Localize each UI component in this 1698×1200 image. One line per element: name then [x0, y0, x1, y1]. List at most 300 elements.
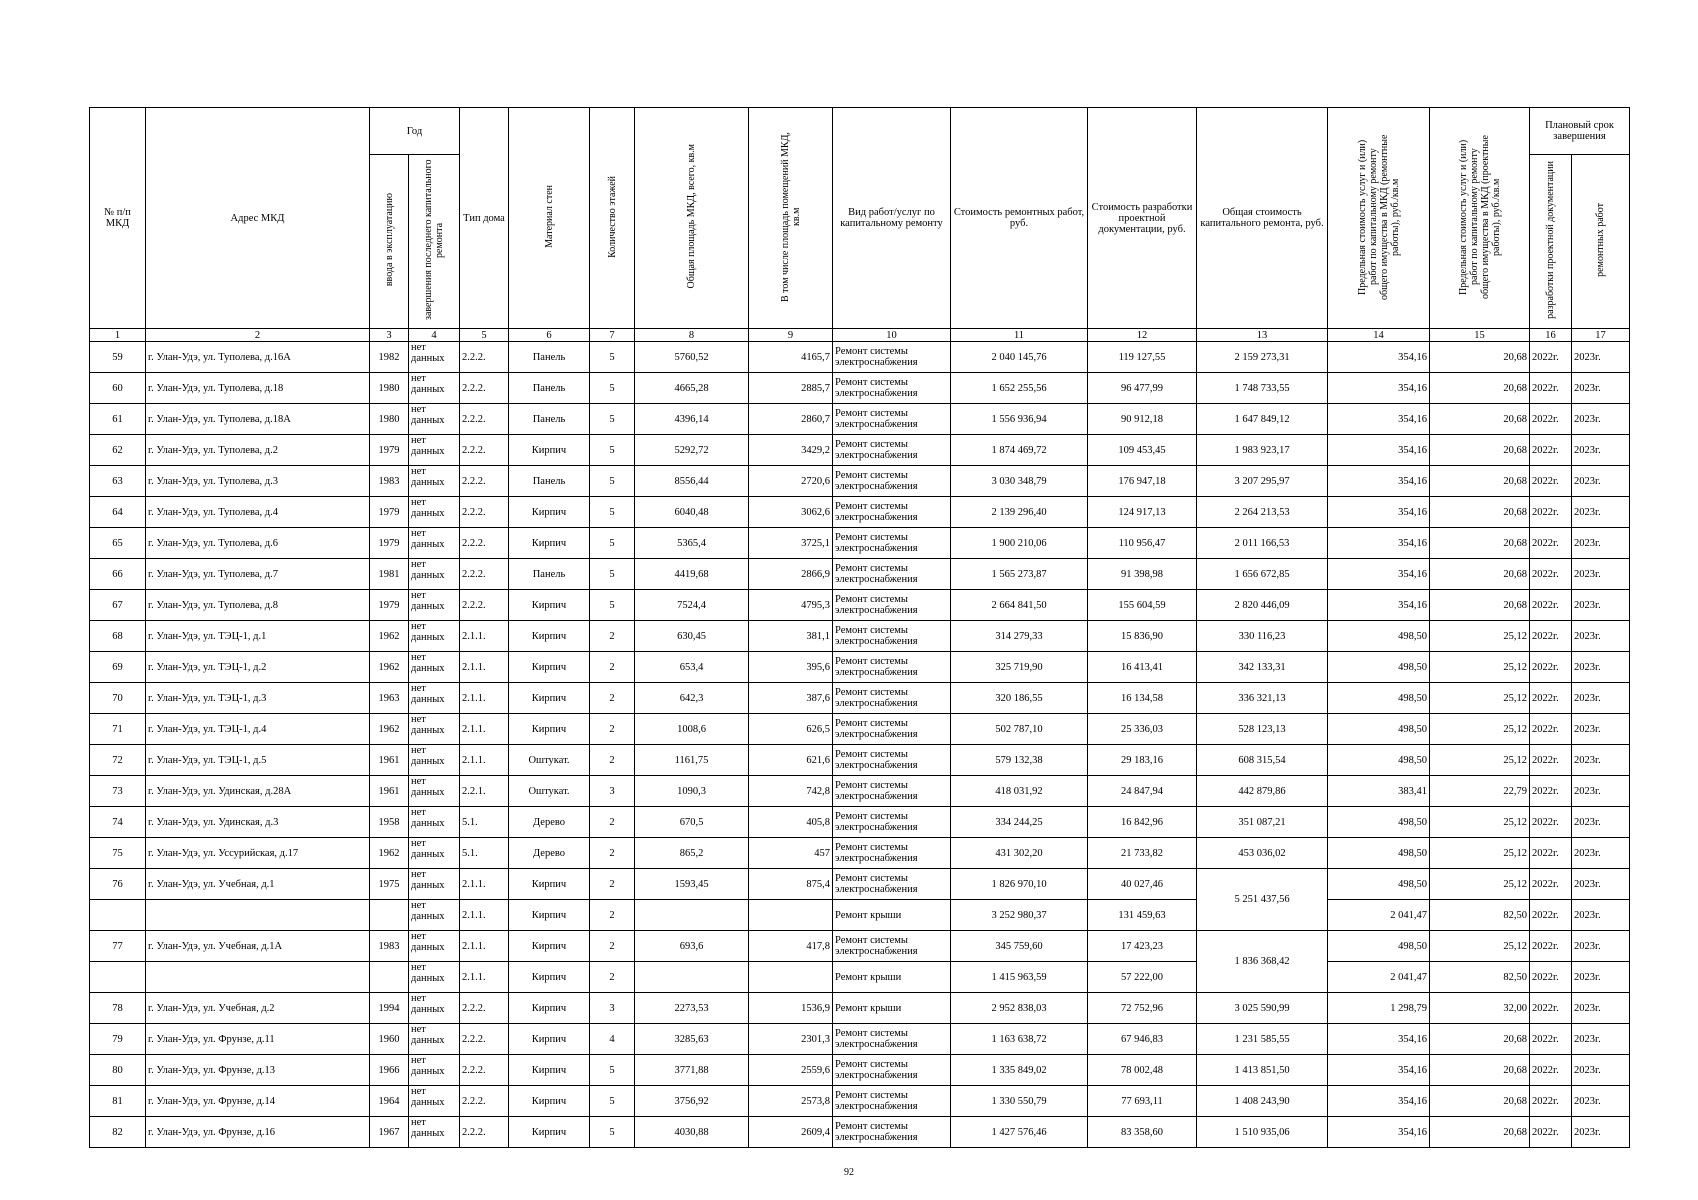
cell-limit-design: 20,68	[1430, 559, 1530, 590]
cell-year-built: 1975	[370, 869, 409, 900]
cell-wall-material: Дерево	[509, 838, 590, 869]
cell-work-type: Ремонт системы электроснабжения	[833, 528, 951, 559]
cell-address: г. Улан-Удэ, ул. ТЭЦ-1, д.2	[146, 652, 370, 683]
cell-address: г. Улан-Удэ, ул. Туполева, д.18А	[146, 404, 370, 435]
cell-term-repair: 2023г.	[1572, 931, 1630, 962]
cell-premises-area	[749, 962, 833, 993]
cell-number: 65	[90, 528, 146, 559]
cell-repair-cost: 1 415 963,59	[951, 962, 1088, 993]
cell-total-cost: 1 656 672,85	[1197, 559, 1328, 590]
cell-premises-area: 621,6	[749, 745, 833, 776]
cell-term-repair: 2023г.	[1572, 1055, 1630, 1086]
cell-work-type: Ремонт системы электроснабжения	[833, 497, 951, 528]
cell-last-repair: нет данных	[409, 342, 460, 373]
cell-floors: 2	[590, 807, 635, 838]
cell-total-cost: 2 011 166,53	[1197, 528, 1328, 559]
cell-term-repair: 2023г.	[1572, 404, 1630, 435]
cell-floors: 5	[590, 1055, 635, 1086]
cell-year-built: 1964	[370, 1086, 409, 1117]
cell-number	[90, 962, 146, 993]
cell-total-area: 2273,53	[635, 993, 749, 1024]
cell-house-type: 2.2.1.	[460, 776, 509, 807]
cell-address: г. Улан-Удэ, ул. ТЭЦ-1, д.5	[146, 745, 370, 776]
cell-term-repair: 2023г.	[1572, 466, 1630, 497]
cell-wall-material: Кирпич	[509, 621, 590, 652]
column-number: 6	[509, 329, 590, 342]
cell-last-repair: нет данных	[409, 807, 460, 838]
cell-term-design: 2022г.	[1530, 373, 1572, 404]
cell-wall-material: Кирпич	[509, 435, 590, 466]
cell-last-repair: нет данных	[409, 559, 460, 590]
column-number: 15	[1430, 329, 1530, 342]
cell-wall-material: Панель	[509, 466, 590, 497]
cell-address: г. Улан-Удэ, ул. Учебная, д.1	[146, 869, 370, 900]
cell-year-built: 1967	[370, 1117, 409, 1148]
cell-term-design: 2022г.	[1530, 652, 1572, 683]
cell-house-type: 2.2.2.	[460, 590, 509, 621]
cell-total-area: 1008,6	[635, 714, 749, 745]
cell-term-design: 2022г.	[1530, 528, 1572, 559]
cell-number: 71	[90, 714, 146, 745]
cell-premises-area: 3062,6	[749, 497, 833, 528]
cell-total-area: 3756,92	[635, 1086, 749, 1117]
header-c16-cell	[1530, 155, 1572, 329]
cell-year-built: 1961	[370, 745, 409, 776]
cell-floors: 5	[590, 497, 635, 528]
cell-term-repair: 2023г.	[1572, 900, 1630, 931]
cell-limit-repair: 1 298,79	[1328, 993, 1430, 1024]
cell-term-repair: 2023г.	[1572, 1024, 1630, 1055]
cell-address: г. Улан-Удэ, ул. Фрунзе, д.13	[146, 1055, 370, 1086]
cell-term-design: 2022г.	[1530, 776, 1572, 807]
cell-last-repair: нет данных	[409, 435, 460, 466]
cell-term-design: 2022г.	[1530, 466, 1572, 497]
cell-repair-cost: 314 279,33	[951, 621, 1088, 652]
table-row	[90, 435, 1630, 466]
cell-house-type: 2.2.2.	[460, 497, 509, 528]
cell-repair-cost: 1 163 638,72	[951, 1024, 1088, 1055]
column-number: 2	[146, 329, 370, 342]
cell-house-type: 2.2.2.	[460, 993, 509, 1024]
cell-house-type: 2.2.2.	[460, 404, 509, 435]
cell-design-cost: 21 733,82	[1088, 838, 1197, 869]
cell-floors: 5	[590, 342, 635, 373]
table-row	[90, 931, 1630, 962]
header-c4-cell	[409, 155, 460, 329]
cell-year-built: 1983	[370, 466, 409, 497]
cell-last-repair: нет данных	[409, 931, 460, 962]
cell-work-type: Ремонт крыши	[833, 962, 951, 993]
cell-limit-design: 20,68	[1430, 1117, 1530, 1148]
cell-term-repair: 2023г.	[1572, 652, 1630, 683]
cell-last-repair: нет данных	[409, 776, 460, 807]
cell-term-design: 2022г.	[1530, 745, 1572, 776]
cell-total-area: 4396,14	[635, 404, 749, 435]
cell-floors: 5	[590, 590, 635, 621]
header-c4: завершения последнего капитального ремонта	[423, 159, 445, 321]
cell-number: 74	[90, 807, 146, 838]
cell-work-type: Ремонт крыши	[833, 900, 951, 931]
cell-limit-design: 20,68	[1430, 528, 1530, 559]
cell-premises-area: 387,6	[749, 683, 833, 714]
table-row	[90, 404, 1630, 435]
cell-repair-cost: 1 900 210,06	[951, 528, 1088, 559]
header-c17-cell	[1572, 155, 1630, 329]
cell-total-cost: 1 408 243,90	[1197, 1086, 1328, 1117]
cell-last-repair: нет данных	[409, 1086, 460, 1117]
header-year-group: Год	[370, 108, 460, 155]
header-c7-cell	[590, 108, 635, 329]
cell-term-repair: 2023г.	[1572, 745, 1630, 776]
cell-wall-material: Кирпич	[509, 683, 590, 714]
cell-work-type: Ремонт системы электроснабжения	[833, 683, 951, 714]
cell-limit-repair: 498,50	[1328, 869, 1430, 900]
cell-term-design: 2022г.	[1530, 559, 1572, 590]
cell-number: 66	[90, 559, 146, 590]
cell-wall-material: Кирпич	[509, 1117, 590, 1148]
column-number: 16	[1530, 329, 1572, 342]
cell-repair-cost: 3 030 348,79	[951, 466, 1088, 497]
cell-total-cost: 608 315,54	[1197, 745, 1328, 776]
cell-number: 61	[90, 404, 146, 435]
cell-work-type: Ремонт системы электроснабжения	[833, 466, 951, 497]
cell-number: 64	[90, 497, 146, 528]
cell-house-type: 2.1.1.	[460, 931, 509, 962]
cell-year-built: 1980	[370, 404, 409, 435]
cell-address: г. Улан-Удэ, ул. Фрунзе, д.14	[146, 1086, 370, 1117]
cell-address: г. Улан-Удэ, ул. Туполева, д.3	[146, 466, 370, 497]
cell-term-design: 2022г.	[1530, 342, 1572, 373]
cell-house-type: 2.2.2.	[460, 1055, 509, 1086]
cell-total-area: 7524,4	[635, 590, 749, 621]
cell-limit-design: 22,79	[1430, 776, 1530, 807]
cell-term-repair: 2023г.	[1572, 807, 1630, 838]
cell-limit-design: 25,12	[1430, 621, 1530, 652]
cell-house-type: 2.2.2.	[460, 1024, 509, 1055]
cell-limit-design: 20,68	[1430, 1086, 1530, 1117]
cell-year-built: 1980	[370, 373, 409, 404]
cell-limit-design: 20,68	[1430, 466, 1530, 497]
cell-limit-design: 82,50	[1430, 900, 1530, 931]
cell-work-type: Ремонт системы электроснабжения	[833, 590, 951, 621]
cell-limit-design: 20,68	[1430, 342, 1530, 373]
cell-work-type: Ремонт системы электроснабжения	[833, 1024, 951, 1055]
cell-term-design: 2022г.	[1530, 869, 1572, 900]
cell-premises-area: 457	[749, 838, 833, 869]
cell-premises-area: 2609,4	[749, 1117, 833, 1148]
cell-design-cost: 24 847,94	[1088, 776, 1197, 807]
cell-total-cost: 5 251 437,56	[1197, 869, 1328, 931]
cell-number: 63	[90, 466, 146, 497]
table-row	[90, 714, 1630, 745]
cell-premises-area: 2559,6	[749, 1055, 833, 1086]
cell-last-repair: нет данных	[409, 838, 460, 869]
cell-repair-cost: 2 952 838,03	[951, 993, 1088, 1024]
cell-address: г. Улан-Удэ, ул. ТЭЦ-1, д.3	[146, 683, 370, 714]
cell-total-cost: 528 123,13	[1197, 714, 1328, 745]
cell-address: г. Улан-Удэ, ул. Фрунзе, д.16	[146, 1117, 370, 1148]
cell-term-design: 2022г.	[1530, 993, 1572, 1024]
cell-total-area: 630,45	[635, 621, 749, 652]
cell-number: 59	[90, 342, 146, 373]
header-c2: Адрес МКД	[146, 108, 370, 329]
cell-total-area: 670,5	[635, 807, 749, 838]
header-c3: ввода в эксплуатацию	[383, 193, 395, 287]
cell-limit-design: 25,12	[1430, 869, 1530, 900]
cell-repair-cost: 325 719,90	[951, 652, 1088, 683]
cell-address: г. Улан-Удэ, ул. ТЭЦ-1, д.4	[146, 714, 370, 745]
cell-address: г. Улан-Удэ, ул. Фрунзе, д.11	[146, 1024, 370, 1055]
cell-repair-cost: 1 427 576,46	[951, 1117, 1088, 1148]
cell-wall-material: Панель	[509, 404, 590, 435]
cell-work-type: Ремонт системы электроснабжения	[833, 807, 951, 838]
cell-term-repair: 2023г.	[1572, 1086, 1630, 1117]
cell-wall-material: Кирпич	[509, 714, 590, 745]
header-c8: Общая площадь МКД, всего, кв.м	[686, 144, 697, 289]
cell-wall-material: Кирпич	[509, 993, 590, 1024]
cell-design-cost: 91 398,98	[1088, 559, 1197, 590]
cell-limit-design: 32,00	[1430, 993, 1530, 1024]
cell-total-area: 642,3	[635, 683, 749, 714]
cell-term-design: 2022г.	[1530, 1086, 1572, 1117]
cell-limit-repair: 2 041,47	[1328, 962, 1430, 993]
cell-total-cost: 2 264 213,53	[1197, 497, 1328, 528]
cell-address: г. Улан-Удэ, ул. Туполева, д.4	[146, 497, 370, 528]
cell-limit-design: 25,12	[1430, 838, 1530, 869]
cell-work-type: Ремонт системы электроснабжения	[833, 714, 951, 745]
cell-design-cost: 72 752,96	[1088, 993, 1197, 1024]
header-c10: Вид работ/услуг по капитальному ремонту	[833, 108, 951, 329]
cell-wall-material: Кирпич	[509, 900, 590, 931]
cell-work-type: Ремонт системы электроснабжения	[833, 652, 951, 683]
cell-address: г. Улан-Удэ, ул. Туполева, д.16А	[146, 342, 370, 373]
cell-house-type: 2.1.1.	[460, 652, 509, 683]
cell-limit-repair: 354,16	[1328, 1117, 1430, 1148]
cell-house-type: 2.1.1.	[460, 869, 509, 900]
cell-year-built: 1966	[370, 1055, 409, 1086]
cell-last-repair: нет данных	[409, 900, 460, 931]
cell-wall-material: Кирпич	[509, 590, 590, 621]
cell-term-design: 2022г.	[1530, 1024, 1572, 1055]
cell-design-cost: 77 693,11	[1088, 1086, 1197, 1117]
cell-number: 60	[90, 373, 146, 404]
table-row	[90, 466, 1630, 497]
cell-limit-design: 25,12	[1430, 745, 1530, 776]
cell-design-cost: 25 336,03	[1088, 714, 1197, 745]
cell-limit-design: 20,68	[1430, 435, 1530, 466]
cell-design-cost: 131 459,63	[1088, 900, 1197, 931]
cell-floors: 4	[590, 1024, 635, 1055]
table-row	[90, 962, 1630, 993]
header-c5: Тип дома	[460, 108, 509, 329]
cell-total-cost: 1 983 923,17	[1197, 435, 1328, 466]
cell-year-built: 1961	[370, 776, 409, 807]
header-c12: Стоимость разработки проектной документации, руб.	[1088, 108, 1197, 329]
cell-year-built: 1979	[370, 497, 409, 528]
cell-premises-area: 4165,7	[749, 342, 833, 373]
cell-total-cost: 1 231 585,55	[1197, 1024, 1328, 1055]
cell-limit-repair: 354,16	[1328, 1086, 1430, 1117]
cell-limit-design: 25,12	[1430, 931, 1530, 962]
cell-floors: 2	[590, 621, 635, 652]
cell-year-built: 1960	[370, 1024, 409, 1055]
cell-year-built: 1979	[370, 528, 409, 559]
cell-floors: 2	[590, 745, 635, 776]
column-number: 14	[1328, 329, 1430, 342]
cell-design-cost: 83 358,60	[1088, 1117, 1197, 1148]
cell-term-repair: 2023г.	[1572, 1117, 1630, 1148]
cell-premises-area: 395,6	[749, 652, 833, 683]
cell-number: 73	[90, 776, 146, 807]
cell-year-built: 1962	[370, 621, 409, 652]
cell-last-repair: нет данных	[409, 652, 460, 683]
cell-term-repair: 2023г.	[1572, 435, 1630, 466]
cell-year-built	[370, 962, 409, 993]
cell-wall-material: Кирпич	[509, 1024, 590, 1055]
cell-term-repair: 2023г.	[1572, 838, 1630, 869]
cell-wall-material: Оштукат.	[509, 776, 590, 807]
column-number: 13	[1197, 329, 1328, 342]
cell-term-repair: 2023г.	[1572, 621, 1630, 652]
cell-year-built: 1982	[370, 342, 409, 373]
cell-premises-area: 3429,2	[749, 435, 833, 466]
cell-last-repair: нет данных	[409, 869, 460, 900]
cell-wall-material: Кирпич	[509, 528, 590, 559]
cell-total-area: 3771,88	[635, 1055, 749, 1086]
table-row	[90, 559, 1630, 590]
cell-premises-area: 381,1	[749, 621, 833, 652]
cell-premises-area: 2885,7	[749, 373, 833, 404]
table-body	[90, 342, 1630, 1148]
cell-total-cost: 2 820 446,09	[1197, 590, 1328, 621]
header-c7: Количество этажей	[606, 175, 618, 258]
cell-term-repair: 2023г.	[1572, 776, 1630, 807]
cell-total-area: 5292,72	[635, 435, 749, 466]
cell-house-type: 5.1.	[460, 838, 509, 869]
cell-term-design: 2022г.	[1530, 714, 1572, 745]
table-header	[90, 108, 1630, 342]
cell-repair-cost: 2 139 296,40	[951, 497, 1088, 528]
cell-last-repair: нет данных	[409, 466, 460, 497]
cell-floors: 5	[590, 528, 635, 559]
cell-last-repair: нет данных	[409, 962, 460, 993]
cell-number: 82	[90, 1117, 146, 1148]
cell-limit-design: 25,12	[1430, 807, 1530, 838]
cell-address: г. Улан-Удэ, ул. Туполева, д.2	[146, 435, 370, 466]
cell-premises-area: 2720,6	[749, 466, 833, 497]
cell-house-type: 2.2.2.	[460, 1086, 509, 1117]
cell-premises-area: 4795,3	[749, 590, 833, 621]
cell-total-cost: 1 748 733,55	[1197, 373, 1328, 404]
cell-limit-repair: 354,16	[1328, 1055, 1430, 1086]
cell-repair-cost: 1 826 970,10	[951, 869, 1088, 900]
cell-limit-repair: 354,16	[1328, 373, 1430, 404]
cell-limit-repair: 354,16	[1328, 559, 1430, 590]
table-row	[90, 342, 1630, 373]
table-row	[90, 993, 1630, 1024]
header-c8-cell	[635, 108, 749, 329]
cell-term-repair: 2023г.	[1572, 559, 1630, 590]
cell-design-cost: 155 604,59	[1088, 590, 1197, 621]
cell-term-repair: 2023г.	[1572, 869, 1630, 900]
header-c14-cell	[1328, 108, 1430, 329]
cell-work-type: Ремонт системы электроснабжения	[833, 931, 951, 962]
cell-year-built: 1983	[370, 931, 409, 962]
cell-total-area: 865,2	[635, 838, 749, 869]
cell-last-repair: нет данных	[409, 714, 460, 745]
cell-term-design: 2022г.	[1530, 683, 1572, 714]
table-row	[90, 776, 1630, 807]
cell-total-area: 1161,75	[635, 745, 749, 776]
cell-limit-repair: 354,16	[1328, 435, 1430, 466]
header-term-group: Плановый срок завершения	[1530, 108, 1630, 155]
cell-number: 76	[90, 869, 146, 900]
cell-wall-material: Кирпич	[509, 931, 590, 962]
cell-number: 77	[90, 931, 146, 962]
cell-term-design: 2022г.	[1530, 621, 1572, 652]
cell-term-design: 2022г.	[1530, 404, 1572, 435]
cell-repair-cost: 1 874 469,72	[951, 435, 1088, 466]
cell-limit-design: 82,50	[1430, 962, 1530, 993]
cell-wall-material: Кирпич	[509, 869, 590, 900]
cell-number	[90, 900, 146, 931]
column-number: 4	[409, 329, 460, 342]
cell-floors: 2	[590, 869, 635, 900]
cell-design-cost: 16 413,41	[1088, 652, 1197, 683]
cell-repair-cost: 1 335 849,02	[951, 1055, 1088, 1086]
cell-last-repair: нет данных	[409, 1024, 460, 1055]
cell-last-repair: нет данных	[409, 745, 460, 776]
cell-year-built: 1994	[370, 993, 409, 1024]
cell-total-cost: 342 133,31	[1197, 652, 1328, 683]
cell-work-type: Ремонт системы электроснабжения	[833, 435, 951, 466]
cell-total-area: 1090,3	[635, 776, 749, 807]
cell-term-repair: 2023г.	[1572, 497, 1630, 528]
cell-floors: 2	[590, 683, 635, 714]
cell-house-type: 2.2.2.	[460, 528, 509, 559]
table-row	[90, 373, 1630, 404]
cell-premises-area: 417,8	[749, 931, 833, 962]
cell-limit-design: 25,12	[1430, 714, 1530, 745]
cell-design-cost: 29 183,16	[1088, 745, 1197, 776]
cell-floors: 3	[590, 993, 635, 1024]
cell-wall-material: Кирпич	[509, 497, 590, 528]
cell-limit-design: 20,68	[1430, 373, 1530, 404]
column-number: 5	[460, 329, 509, 342]
cell-total-area: 3285,63	[635, 1024, 749, 1055]
header-c11: Стоимость ремонтных работ, руб.	[951, 108, 1088, 329]
cell-house-type: 2.2.2.	[460, 559, 509, 590]
cell-number: 81	[90, 1086, 146, 1117]
cell-floors: 3	[590, 776, 635, 807]
cell-limit-design: 25,12	[1430, 652, 1530, 683]
cell-house-type: 2.2.2.	[460, 435, 509, 466]
table-row	[90, 900, 1630, 931]
cell-number: 80	[90, 1055, 146, 1086]
cell-repair-cost: 334 244,25	[951, 807, 1088, 838]
cell-floors: 5	[590, 1086, 635, 1117]
cell-year-built: 1979	[370, 590, 409, 621]
cell-work-type: Ремонт системы электроснабжения	[833, 869, 951, 900]
header-c14: Предельная стоимость услуг и (или) работ по капитальному ремонту общего имущества в МКД (ремонтные работы), руб./кв.м	[1356, 133, 1401, 300]
cell-repair-cost: 3 252 980,37	[951, 900, 1088, 931]
cell-total-area: 5760,52	[635, 342, 749, 373]
table-row	[90, 683, 1630, 714]
cell-design-cost: 124 917,13	[1088, 497, 1197, 528]
column-number: 17	[1572, 329, 1630, 342]
cell-total-cost: 3 207 295,97	[1197, 466, 1328, 497]
cell-year-built: 1962	[370, 652, 409, 683]
